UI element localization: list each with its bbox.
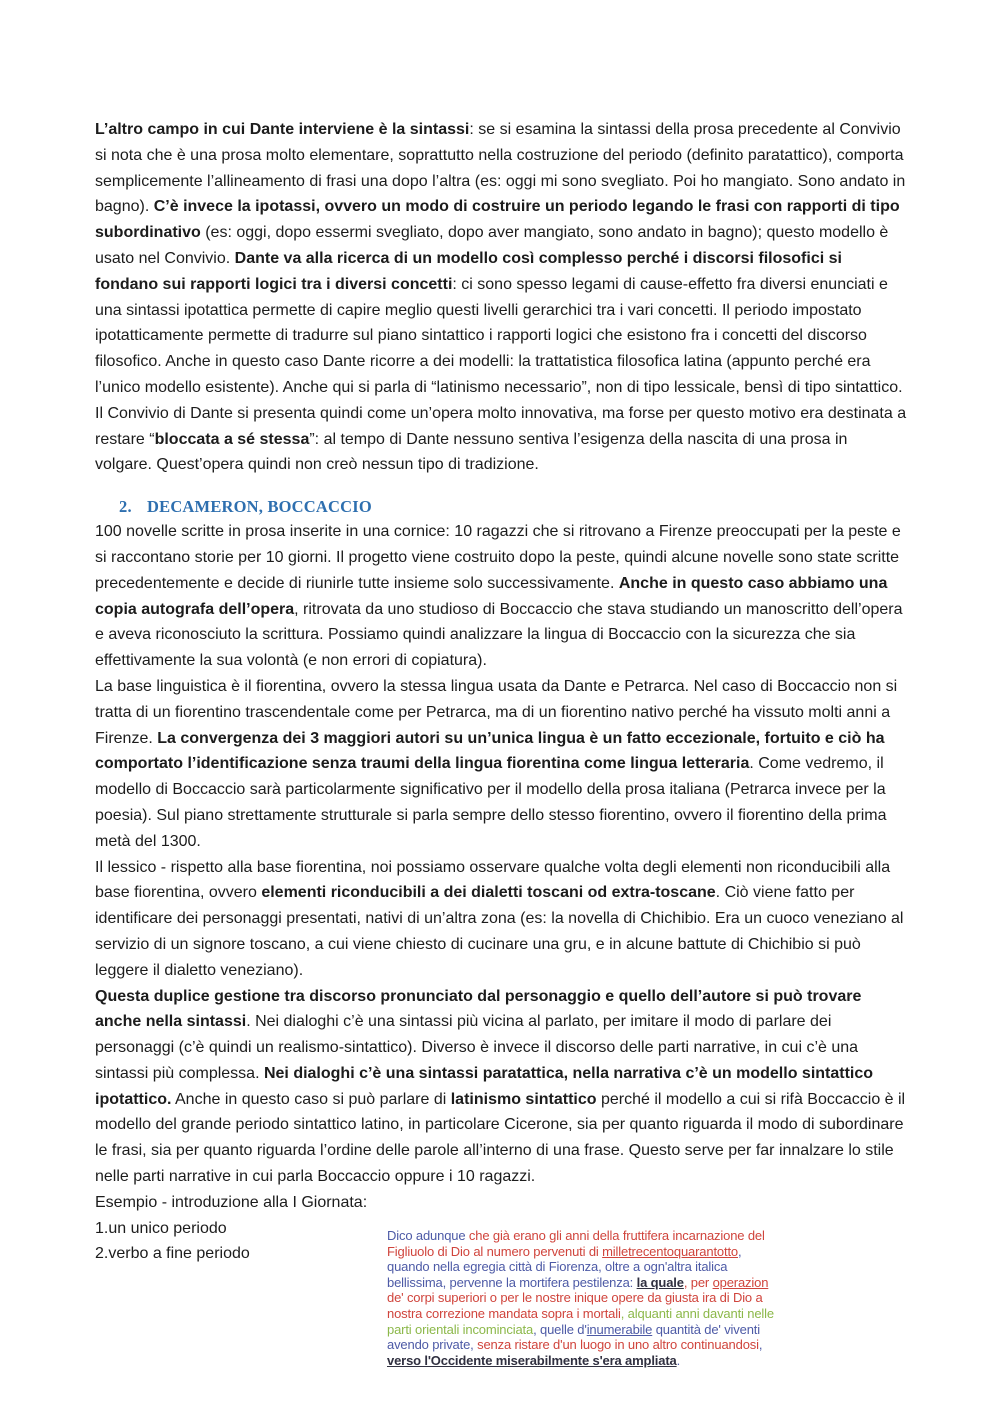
quote-segment: la quale	[636, 1274, 684, 1290]
text: , ritrovata da uno studioso di Boccaccio che stava studiando un manoscritto dell’opera e aveva riconosciuto la scrittura. Possiamo quindi analizzare la lingua di Boccaccio con la sicurezza che sia effettivamente la sua volontà (e non errori di copiatura).	[95, 600, 903, 670]
text: . Come vedremo, il modello di Boccaccio sarà particolarmente significativo per il modello della prosa italiana (Petrarca invece per la poesia). Sul piano strettamente strutturale si parla sempre dello stesso fiorentino, ovvero il fiorentino della prima metà del 1300.	[95, 755, 887, 850]
paragraph-base-linguistica	[95, 674, 907, 855]
example-intro: Esempio - introduzione alla I Giornata:	[95, 1193, 368, 1211]
bold-text: La convergenza dei 3 maggiori autori su un’unica lingua è un fatto eccezionale, fortuito e ciò ha comportato l’identificazione senza traumi della lingua fiorentina come lingua letteraria	[95, 729, 885, 773]
text: La base linguistica è il fiorentina, ovvero la stessa lingua usata da Dante e Petrarca. Nel caso di Boccaccio non si tratta di un fiorentino trascendentale come per Petrarca, ma di un fiorentino nativo perché ha vissuto molti anni a Firenze.	[95, 677, 898, 747]
heading-title: DECAMERON, BOCCACCIO	[147, 497, 372, 517]
quote-segment: milletrecentoquarantotto	[602, 1243, 738, 1259]
bold-text: Nei dialoghi c’è una sintassi paratattica, nella narrativa c’è un modello sintattico ipotattico.	[95, 1064, 874, 1108]
bold-text: bloccata a sé stessa	[154, 430, 310, 448]
quote-segment: , quando nella egregia città di Fiorenza, oltre a ogn'altra italica bellissima, pervenne la mortifera pestilenza:	[387, 1243, 742, 1290]
text: Anche in questo caso si può parlare di	[171, 1090, 451, 1108]
example-item: 1.un unico periodo	[95, 1219, 227, 1237]
quote-segment: Dico adunque	[387, 1228, 469, 1243]
quote-segment: quantità de' viventi avendo private,	[387, 1321, 760, 1353]
bold-text: C’è invece la ipotassi, ovvero un modo di costruire un periodo legando le frasi con rapporti di tipo subordinativo	[95, 198, 900, 242]
quote-segment: senza ristare d'un luogo in uno altro continuandosi	[477, 1337, 759, 1353]
quote-segment: verso l'Occidente miserabilmente s'era ampliata	[387, 1352, 677, 1368]
heading-number: 2.	[119, 497, 132, 517]
quote-segment: che già erano gli anni della fruttifera incarnazione del Figliuolo di Dio al numero pervenuti di	[387, 1228, 765, 1259]
section-heading	[119, 494, 907, 519]
text: Il Convivio di Dante si presenta quindi come un’opera molto innovativa, ma forse per questo motivo era destinata a restare “	[95, 404, 907, 448]
quote-segment: inumerabile	[586, 1321, 653, 1337]
text: . Ciò viene fatto per identificare dei personaggi presentati, nativi di un’altra zona (es: la novella di Chichibio. Era un cuoco veneziano al servizio di un signore toscano, a cui viene chiesto di cucinare una gru, e in alcune battute di Chichibio si può leggere il dialetto veneziano).	[95, 884, 904, 979]
paragraph-gestione-sintassi	[95, 984, 907, 1190]
quote-segment: , quelle d'	[533, 1321, 587, 1337]
text: (es: oggi, dopo essermi svegliato, dopo aver mangiato, sono andato in bagno); questo modello è usato nel Convivio.	[95, 224, 889, 267]
quote-segment: , alquanti anni davanti nelle parti orientali incominciata	[387, 1305, 774, 1337]
quote-segment: , per	[683, 1274, 713, 1290]
quote-segment: .	[676, 1352, 681, 1368]
paragraph-sintassi	[95, 117, 907, 401]
paragraph-lessico	[95, 855, 907, 984]
text: . Nei dialoghi c’è una sintassi più vicina al parlato, per imitare il modo di parlare dei personaggi (c’è quindi un realismo-sintattico). Diverso è invece il discorso delle parti narrative, in cui c’è una sintassi più complessa.	[95, 1013, 859, 1082]
document-body	[95, 117, 907, 1267]
quote-segment: ,	[758, 1337, 763, 1353]
annotated-quote-image	[387, 1228, 777, 1368]
text: perché il modello a cui si rifà Boccaccio è il modello del grande periodo sintattico latino, in particolare Cicerone, sia per quanto riguarda il modo di subordinare le frasi, sia per quanto riguarda l’ordine delle parole all’interno di una frase. Questo serve per far innalzare lo stile nelle parti narrative in cui parla Boccaccio oppure i 10 ragazzi.	[95, 1090, 906, 1186]
bold-text: Anche in questo caso abbiamo una copia autografa dell’opera	[95, 574, 888, 618]
text: ”: al tempo di Dante nessuno sentiva l’esigenza della nascita di una prosa in volgare. Quest’opera quindi non creò nessun tipo di tradizione.	[95, 430, 848, 474]
text: : ci sono spesso legami di cause-effetto fra diversi enunciati e una sintassi ipotattica permette di capire meglio questi livelli gerarchici tra i vari concetti. Il periodo impostato ipotatticamente permette di tradurre sul piano sintattico i rapporti logici che esistono fra i concetti del discorso filosofico. Anche in questo caso Dante ricorre a dei modelli: la trattatistica filosofica latina (appunto perché era l’unico modello esistente). Anche qui si parla di “latinismo necessario”, non di tipo lessicale, bensì di tipo sintattico.	[95, 275, 903, 396]
bold-text: L’altro campo in cui Dante interviene è la sintassi	[95, 121, 470, 138]
bold-text: Dante va alla ricerca di un modello così complesso perché i discorsi filosofici si fondano sui rapporti logici tra i diversi concetti	[95, 249, 842, 293]
example-item: 2.verbo a fine periodo	[95, 1245, 250, 1263]
bold-text: elementi riconducibili a dei dialetti toscani od extra-toscane	[261, 884, 716, 902]
text: 100 novelle scritte in prosa inserite in una cornice: 10 ragazzi che si ritrovano a Firenze preoccupati per la peste e si raccontano storie per 10 giorni. Il progetto viene costruito dopo la peste, quindi alcune novelle sono state scritte precedentemente e decide di riunirle tutte insieme solo successivamente.	[95, 523, 901, 592]
quote-segment: operazion	[712, 1274, 769, 1290]
text: Il lessico - rispetto alla base fiorentina, noi possiamo osservare qualche volta degli elementi non riconducibili alla base fiorentina, ovvero	[95, 858, 891, 902]
paragraph-decameron	[95, 519, 907, 674]
bold-text: latinismo sintattico	[450, 1090, 597, 1108]
quote-segment: de' corpi superiori o per le nostre inique opere da giusta ira di Dio a nostra correzione mandata sopra i mortali	[387, 1290, 763, 1321]
text: : se si esamina la sintassi della prosa precedente al Convivio si nota che è una prosa molto elementare, soprattutto nella costruzione del periodo (definito paratattico), comporta semplicemente l’allineamento di frasi una dopo l’altra (es: oggi mi sono svegliato. Poi ho mangiato. Sono andato in bagno).	[95, 121, 906, 216]
paragraph-convivio	[95, 401, 907, 478]
bold-text: Questa duplice gestione tra discorso pronunciato dal personaggio e quello dell’autore si può trovare anche nella sintassi	[95, 987, 862, 1031]
